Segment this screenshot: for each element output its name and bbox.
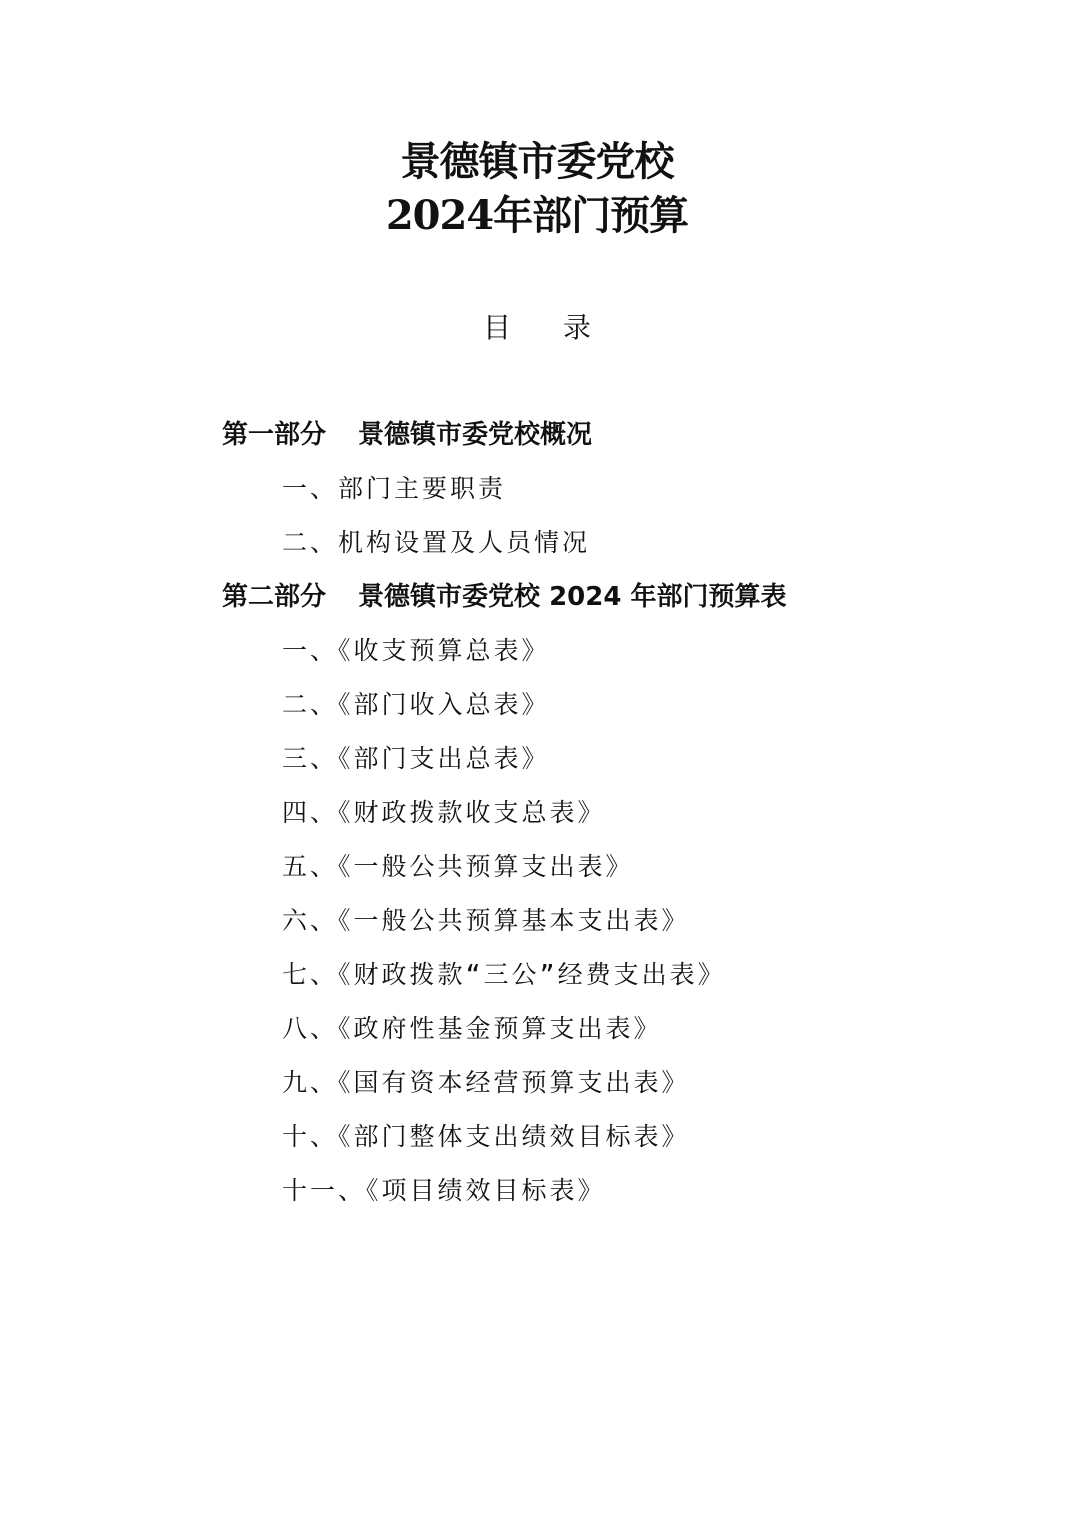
toc-item[interactable]: 四、《财政拨款收支总表》 (282, 798, 606, 827)
toc-part-2[interactable] (222, 577, 786, 617)
toc-item[interactable]: 二、《部门收入总表》 (282, 690, 550, 719)
toc-item[interactable]: 三、《部门支出总表》 (282, 744, 550, 773)
toc-part-2-label: 第二部分 (222, 582, 327, 612)
toc-heading: 目录 (482, 311, 643, 344)
toc-item[interactable]: 六、《一般公共预算基本支出表》 (282, 906, 690, 935)
toc-item[interactable]: 一、《收支预算总表》 (282, 636, 550, 665)
toc-item[interactable]: 十一、《项目绩效目标表》 (282, 1176, 606, 1205)
document-title-line-1: 景德镇市委党校 (400, 138, 674, 185)
toc-part-1-title: 景德镇市委党校概况 (358, 420, 593, 450)
toc-item[interactable]: 十、《部门整体支出绩效目标表》 (282, 1122, 690, 1151)
toc-item[interactable]: 一、部门主要职责 (282, 474, 507, 503)
toc-item[interactable]: 七、《财政拨款“三公”经费支出表》 (282, 960, 726, 989)
document-title-line-2: 2024年部门预算 (385, 192, 689, 239)
toc-item[interactable]: 五、《一般公共预算支出表》 (282, 852, 634, 881)
toc-part-1-label: 第一部分 (222, 420, 327, 450)
toc-part-1[interactable] (222, 415, 592, 455)
toc-item[interactable]: 八、《政府性基金预算支出表》 (282, 1014, 662, 1043)
toc-item[interactable]: 二、机构设置及人员情况 (282, 528, 591, 557)
toc-part-2-title: 景德镇市委党校 2024 年部门预算表 (358, 582, 787, 612)
toc-item[interactable]: 九、《国有资本经营预算支出表》 (282, 1068, 690, 1097)
